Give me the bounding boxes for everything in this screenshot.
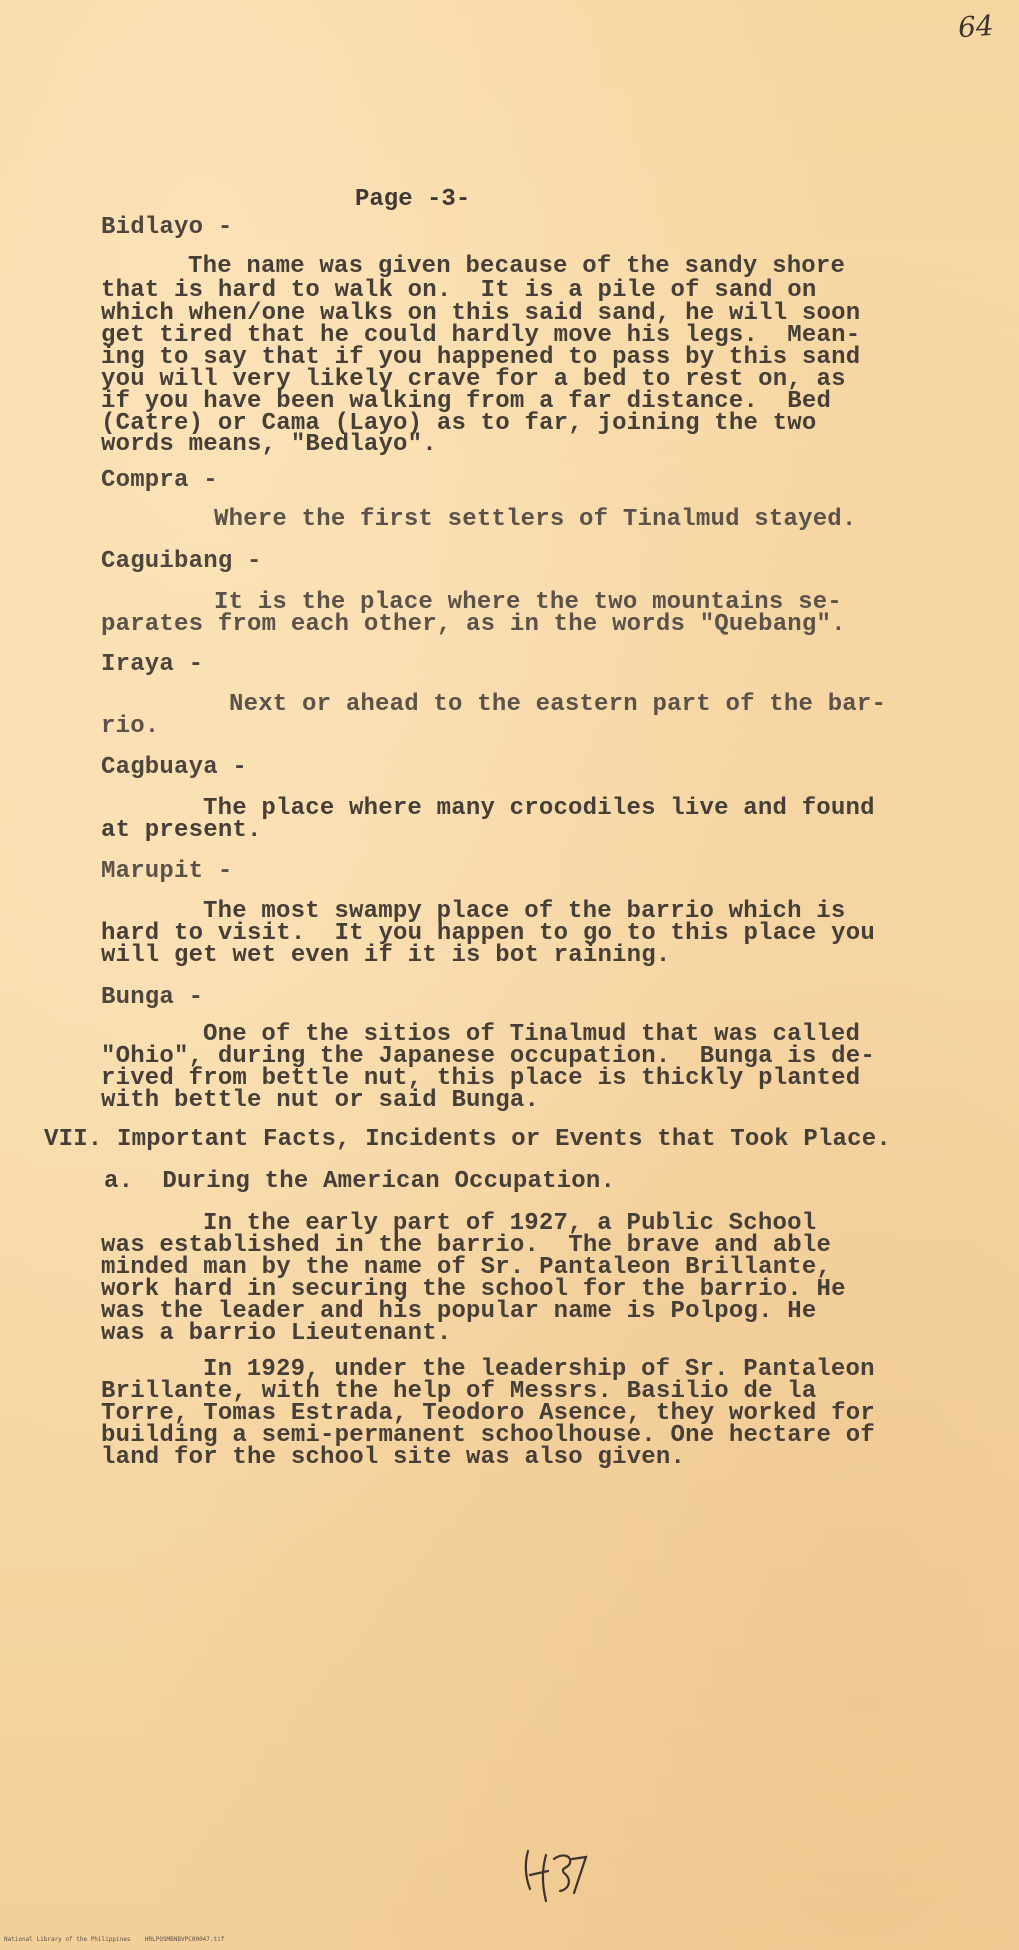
entry-line: you will very likely crave for a bed to rest on, as <box>101 366 846 393</box>
entry-line: rio. <box>101 713 160 740</box>
paragraph-line: Brillante, with the help of Messrs. Basilio de la <box>101 1378 817 1405</box>
page-corner-number: 64 <box>956 8 995 45</box>
entry-line: get tired that he could hardly move his legs. Mean- <box>101 322 861 349</box>
entry-label-bunga: Bunga - <box>101 984 204 1011</box>
paragraph-line: In the early part of 1927, a Public School <box>203 1210 817 1237</box>
paragraph-line: minded man by the name of Sr. Pantaleon Brillante, <box>101 1254 832 1281</box>
entry-label-cagbuaya: Cagbuaya - <box>101 754 248 781</box>
paragraph-line: building a semi-permanent schoolhouse. One hectare of <box>101 1422 875 1449</box>
entry-line: It is the place where the two mountains se- <box>214 589 842 616</box>
entry-line: parates from each other, as in the words "Quebang". <box>101 611 846 638</box>
entry-line: The most swampy place of the barrio which is <box>203 898 846 925</box>
entry-line: (Catre) or Cama (Layo) as to far, joining the two <box>101 410 817 437</box>
handwritten-page-mark <box>520 1845 590 1905</box>
paragraph-line: land for the school site was also given. <box>101 1444 686 1471</box>
entry-label-caguibang: Caguibang - <box>101 548 262 575</box>
entry-line: words means, "Bedlayo". <box>101 431 437 458</box>
entry-line: hard to visit. It you happen to go to this place you <box>101 920 875 947</box>
entry-line: "Ohio", during the Japanese occupation. Bunga is de- <box>101 1043 875 1070</box>
entry-line: if you have been walking from a far distance. Bed <box>101 388 832 415</box>
entry-line: Next or ahead to the eastern part of the bar- <box>229 691 887 718</box>
entry-line: that is hard to walk on. It is a pile of sand on <box>101 277 817 304</box>
entry-line: rived from bettle nut, this place is thickly planted <box>101 1065 861 1092</box>
paragraph-line: work hard in securing the school for the barrio. He <box>101 1276 846 1303</box>
entry-line: which when/one walks on this said sand, he will soon <box>101 300 861 327</box>
entry-line: with bettle nut or said Bunga. <box>101 1087 540 1114</box>
paragraph-line: was established in the barrio. The brave and able <box>101 1232 832 1259</box>
section-vii-subheading: a. During the American Occupation. <box>104 1168 616 1195</box>
page-heading: Page -3- <box>355 186 471 213</box>
entry-line: ing to say that if you happened to pass by this sand <box>101 344 861 371</box>
scan-footer: National Library of the Philippines HRLPOSMBNBVPC00047.tif <box>4 1936 225 1943</box>
entry-label-bidlayo: Bidlayo - <box>101 214 233 241</box>
paragraph-line: Torre, Tomas Estrada, Teodoro Asence, they worked for <box>101 1400 875 1427</box>
entry-label-iraya: Iraya - <box>101 651 204 678</box>
entry-line: One of the sitios of Tinalmud that was called <box>203 1021 861 1048</box>
entry-line: will get wet even if it is bot raining. <box>101 942 671 969</box>
entry-label-marupit: Marupit - <box>101 858 233 885</box>
paragraph-line: was a barrio Lieutenant. <box>101 1320 452 1347</box>
entry-line: at present. <box>101 817 262 844</box>
entry-line: The name was given because of the sandy shore <box>188 253 846 280</box>
paragraph-line: In 1929, under the leadership of Sr. Pantaleon <box>203 1356 875 1383</box>
paragraph-line: was the leader and his popular name is Polpog. He <box>101 1298 817 1325</box>
section-vii-heading: VII. Important Facts, Incidents or Events that Took Place. <box>44 1126 891 1153</box>
entry-label-compra: Compra - <box>101 467 218 494</box>
entry-line: The place where many crocodiles live and found <box>203 795 875 822</box>
entry-line: Where the first settlers of Tinalmud stayed. <box>214 506 857 533</box>
